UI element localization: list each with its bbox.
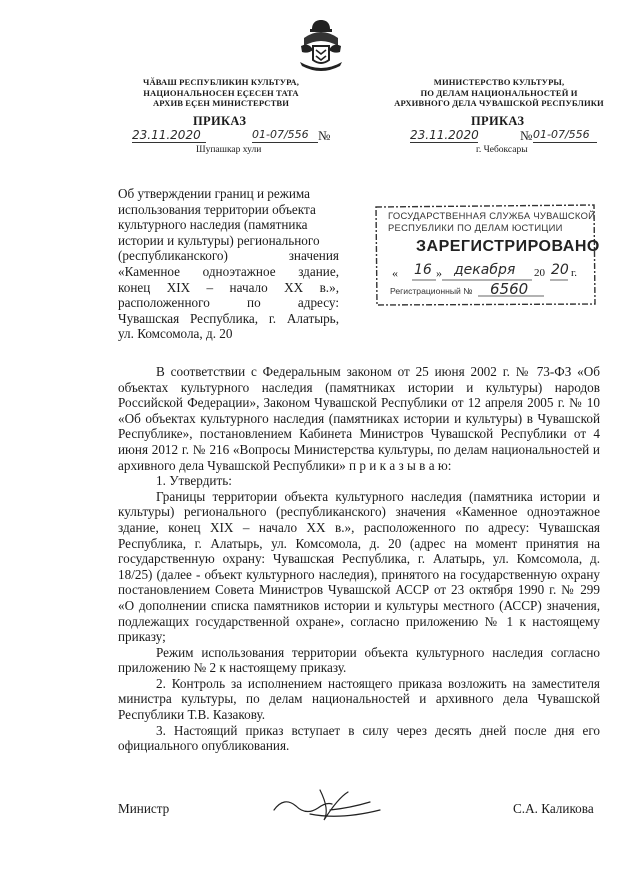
signature-title: Министр [118,801,170,816]
subject-line: использования территории объекта [118,201,316,217]
body-paragraph-boundaries: Границы территории объекта культурного наследия (памятника истории и культуры) регионального (республиканского) значения «Каменное одноэтажное здание, конец XIX – начало XX в.», расположенного по адресу: Чувашская Республика, г. Алатырь, ул. Комсомола, д. 20 (адрес на момент принятия на государственную охрану: Чувашская Республика, г. Алатырь, ул. Комсомола, д. 18/25) (далее - объект культурного наследия), принятого на государственную охрану постановлением Совета Министров Чувашской АССР от 23 октября 1990 г. № 299 «О дополнении списка памятников истории и культуры местного (АССР) значения, подлежащих государственной охране», согласно приложению № 1 к настоящему приказу; [118,488,600,645]
stamp-registered: ЗАРЕГИСТРИРОВАНО [416,238,600,255]
left-number-sign: № [318,128,331,143]
signature-name: С.А. Каликова [513,801,594,816]
header-right-line: АРХИВНОГО ДЕЛА ЧУВАШСКОЙ РЕСПУБЛИКИ [394,98,604,108]
subject-line: расположенного по адресу: [118,295,339,311]
subject-line: Об утверждении границ и режима [118,186,311,201]
body-paragraph-approve: 1. Утвердить: [156,473,232,489]
stamp-quote-close: » [436,266,442,280]
stamp-line-1: ГОСУДАРСТВЕННАЯ СЛУЖБА ЧУВАШСКОЙ [388,210,596,221]
order-body [118,364,600,754]
stamp-year-unit: г. [571,267,578,279]
subject-line: истории и культуры) регионального [118,232,320,248]
stamp-reg-label: Регистрационный № [390,286,473,296]
right-city: г. Чебоксары [476,145,528,155]
stamp-year-prefix: 20 [534,267,545,279]
subject-line: «Каменное одноэтажное здание, [118,263,339,279]
subject-line: (республиканского) значения [118,248,339,264]
stamp-reg-number: 6560 [490,280,529,298]
header-right-line: МИНИСТЕРСТВО КУЛЬТУРЫ, [433,77,565,87]
handwritten-signature [270,780,390,828]
body-paragraph-preamble: В соответствии с Федеральным законом от 25 июня 2002 г. № 73-ФЗ «Об объектах культурного наследия (памятниках истории и культуры) народов Российской Федерации», Законом Чувашской Республики от 12 апреля 2005 г. № 10 «Об объектах культурного наследия (памятниках истории и культуры) в Чувашской Республике», постановлением Кабинета Министров Чувашской Республики от 4 июня 2012 г. № 216 «Вопросы Министерства культуры, по делам национальностей и архивного дела Чувашской Республики» п р и к а з ы в а ю: [118,364,600,473]
header-left-line: ЧӐВАШ РЕСПУБЛИКИН КУЛЬТУРА, [143,77,299,87]
right-number-sign: № [520,128,533,143]
subject-line: конец XIX – начало XX в.», [118,279,339,295]
subject-line: Чувашская Республика, г. Алатырь, [118,310,339,326]
stamp-line-2: РЕСПУБЛИКИ ПО ДЕЛАМ ЮСТИЦИИ [388,222,563,233]
stamp-quote-open: « [392,266,398,280]
coat-of-arms-emblem [296,16,346,74]
body-paragraph-effect: 3. Настоящий приказ вступает в силу через десять дней после дня его официального опубликования. [118,722,600,754]
order-title-right: ПРИКАЗ [471,114,525,128]
left-date: 23.11.2020 [132,128,206,143]
subject-line: культурного наследия (памятника [118,217,308,233]
body-paragraph-regime: Режим использования территории объекта культурного наследия согласно приложению № 2 к настоящему приказу. [118,644,600,676]
header-left [132,77,310,109]
left-number: 01-07/556 [252,128,318,143]
header-right [394,77,604,109]
order-subject [118,186,339,342]
stamp-year-suffix: 20 [551,262,569,278]
stamp-month: декабря [454,262,516,278]
header-left-line: АРХИВ ЕҪЕН МИНИСТЕРСТВИ [152,98,290,108]
subject-line: ул. Комсомола, д. 20 [118,326,233,342]
header-left-line: НАЦИОНАЛЬНОСЕН ЕҪЕСЕН ТАТА [143,87,299,98]
order-title-left: ПРИКАЗ [193,114,247,128]
stamp-day: 16 [414,262,432,278]
right-date: 23.11.2020 [410,128,479,142]
body-paragraph-control: 2. Контроль за исполнением настоящего приказа возложить на заместителя министра культуры, по делам национальностей и архивного дела Чувашской Республики Т.В. Казакову. [118,675,600,723]
header-right-line: ПО ДЕЛАМ НАЦИОНАЛЬНОСТЕЙ И [420,87,578,98]
right-number: 01-07/556 [533,128,597,143]
registration-stamp [374,204,600,306]
left-city: Шупашкар хули [196,145,262,155]
